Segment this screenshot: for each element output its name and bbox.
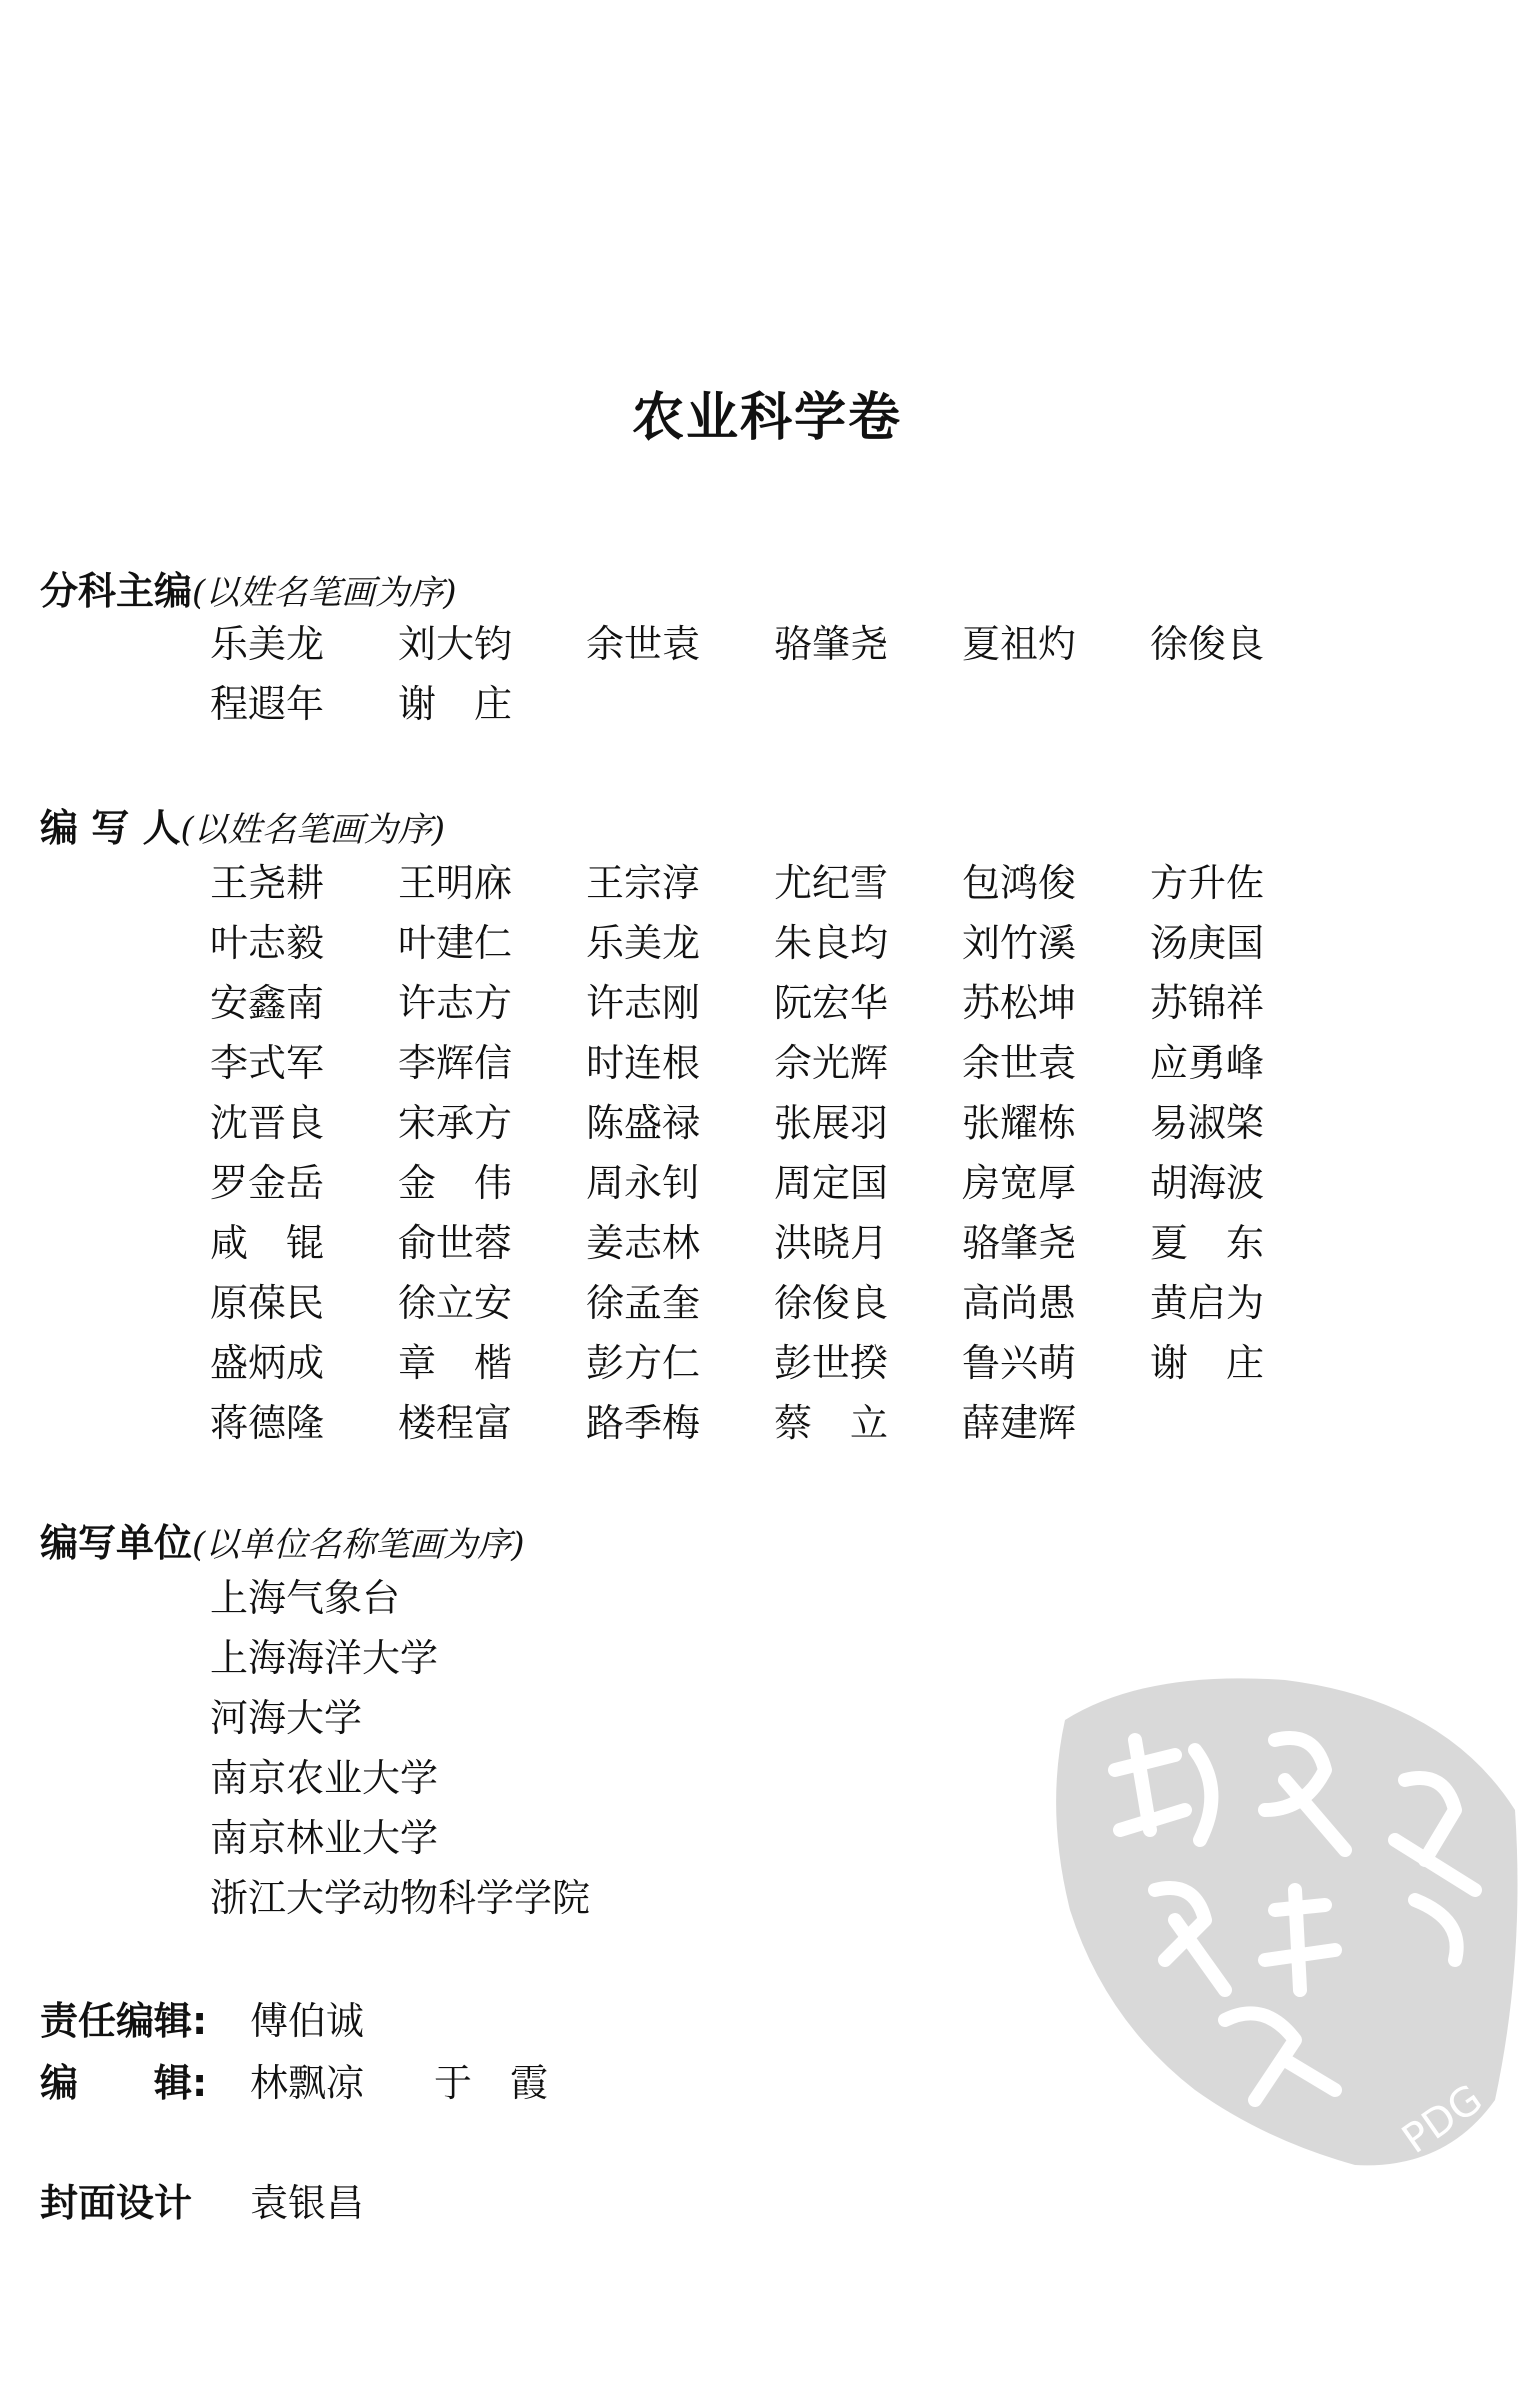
writers-name: 徐孟奎 <box>586 1281 701 1325</box>
unit-item: 南京农业大学 <box>210 1756 439 1800</box>
writers-name: 盛炳成 <box>210 1341 325 1385</box>
unit-item: 南京林业大学 <box>210 1816 439 1860</box>
writers-name: 余世袁 <box>962 1041 1077 1085</box>
writers-name: 罗金岳 <box>210 1161 325 1205</box>
cover-design-row <box>40 2172 364 2227</box>
editor-label: 编 辑: <box>40 2061 208 2105</box>
pdg-watermark-text: PDG <box>1394 2075 1491 2163</box>
section_editors-name: 徐俊良 <box>1150 622 1265 666</box>
writers-name: 易淑棨 <box>1150 1101 1265 1145</box>
writers-name: 张展羽 <box>774 1101 889 1145</box>
writers-name: 刘竹溪 <box>962 921 1077 965</box>
writers-name: 咸 锟 <box>210 1221 325 1265</box>
writers-name: 薛建辉 <box>962 1401 1077 1445</box>
writers-name: 许志方 <box>398 981 513 1025</box>
writers-name: 王明庥 <box>398 861 513 905</box>
writers-name: 李辉信 <box>398 1041 513 1085</box>
section_editors-name: 刘大钧 <box>398 622 513 666</box>
writers-name: 鲁兴萌 <box>962 1341 1077 1385</box>
editor-name-2: 于 霞 <box>434 2061 549 2105</box>
writers-name: 房宽厚 <box>962 1161 1077 1205</box>
section-editors-list <box>210 613 1330 733</box>
writers-name: 俞世蓉 <box>398 1221 513 1265</box>
writers-name: 彭方仁 <box>586 1341 701 1385</box>
writers-name: 叶志毅 <box>210 921 325 965</box>
writers-heading <box>40 797 445 852</box>
responsible-editor-label: 责任编辑: <box>40 1999 208 2043</box>
writers-name: 许志刚 <box>586 981 701 1025</box>
writers-name: 应勇峰 <box>1150 1041 1265 1085</box>
section_editors-name: 余世袁 <box>586 622 701 666</box>
writers-name: 黄启为 <box>1150 1281 1265 1325</box>
writers-name: 彭世揆 <box>774 1341 889 1385</box>
section-editors-label: 分科主编 <box>40 569 193 613</box>
writers-name: 徐立安 <box>398 1281 513 1325</box>
section_editors-name: 骆肇尧 <box>774 622 889 666</box>
writers-name: 王尧耕 <box>210 861 325 905</box>
section-editors-note: (以姓名笔画为序) <box>192 573 457 613</box>
writers-name: 阮宏华 <box>774 981 889 1025</box>
writers-name: 汤庚国 <box>1150 921 1265 965</box>
section_editors-name: 夏祖灼 <box>962 622 1077 666</box>
unit-item: 上海海洋大学 <box>210 1636 439 1680</box>
writers-name: 楼程富 <box>398 1401 513 1445</box>
units-note: (以单位名称笔画为序) <box>192 1525 525 1565</box>
writers-name: 方升佐 <box>1150 861 1265 905</box>
writers-name: 朱良均 <box>774 921 889 965</box>
writers-name: 洪晓月 <box>774 1221 889 1265</box>
writers-name: 姜志林 <box>586 1221 701 1265</box>
writers-name: 尤纪雪 <box>774 861 889 905</box>
volume-title: 农业科学卷 <box>631 388 902 448</box>
writers-name: 周定国 <box>774 1161 889 1205</box>
writers-name: 沈晋良 <box>210 1101 325 1145</box>
writers-name: 苏松坤 <box>962 981 1077 1025</box>
writers-name: 胡海波 <box>1150 1161 1265 1205</box>
section-editors-heading <box>40 560 457 615</box>
units-heading <box>40 1512 525 1567</box>
writers-name: 李式军 <box>210 1041 325 1085</box>
writers-name: 叶建仁 <box>398 921 513 965</box>
writers-name: 乐美龙 <box>586 921 701 965</box>
writers-name: 苏锦祥 <box>1150 981 1265 1025</box>
writers-name: 蒋德隆 <box>210 1401 325 1445</box>
writers-name: 宋承方 <box>398 1101 513 1145</box>
writers-name: 包鸿俊 <box>962 861 1077 905</box>
editor-name-1: 林飘凉 <box>250 2061 365 2105</box>
writers-name: 蔡 立 <box>774 1401 889 1445</box>
writers-name: 谢 庄 <box>1150 1341 1265 1385</box>
writers-name: 时连根 <box>586 1041 701 1085</box>
pdg-watermark-seal <box>1025 1660 1525 2180</box>
writers-name: 高尚愚 <box>962 1281 1077 1325</box>
units-label: 编写单位 <box>40 1521 193 1565</box>
section_editors-name: 乐美龙 <box>210 622 325 666</box>
writers-name: 周永钊 <box>586 1161 701 1205</box>
writers-name: 陈盛禄 <box>586 1101 701 1145</box>
units-list <box>210 1568 590 1928</box>
responsible-editor-name: 傅伯诚 <box>250 1999 365 2043</box>
cover-design-label: 封面设计 <box>40 2181 193 2225</box>
writers-name: 佘光辉 <box>774 1041 889 1085</box>
unit-item: 浙江大学动物科学学院 <box>210 1876 591 1920</box>
writers-name: 夏 东 <box>1150 1221 1265 1265</box>
writers-name: 路季梅 <box>586 1401 701 1445</box>
writers-list <box>210 852 1330 1452</box>
section_editors-name: 程遐年 <box>210 682 325 726</box>
unit-item: 河海大学 <box>210 1696 363 1740</box>
writers-name: 金 伟 <box>398 1161 513 1205</box>
writers-name: 骆肇尧 <box>962 1221 1077 1265</box>
editor-row <box>40 2052 548 2107</box>
writers-note: (以姓名笔画为序) <box>180 810 445 850</box>
writers-name: 王宗淳 <box>586 861 701 905</box>
unit-item: 上海气象台 <box>210 1576 401 1620</box>
writers-name: 章 楷 <box>398 1341 513 1385</box>
writers-name: 徐俊良 <box>774 1281 889 1325</box>
responsible-editor-row <box>40 1990 364 2045</box>
writers-label: 编 写 人 <box>40 806 181 850</box>
writers-name: 安鑫南 <box>210 981 325 1025</box>
cover-design-name: 袁银昌 <box>250 2181 365 2225</box>
section_editors-name: 谢 庄 <box>398 682 513 726</box>
writers-name: 张耀栋 <box>962 1101 1077 1145</box>
writers-name: 原葆民 <box>210 1281 325 1325</box>
